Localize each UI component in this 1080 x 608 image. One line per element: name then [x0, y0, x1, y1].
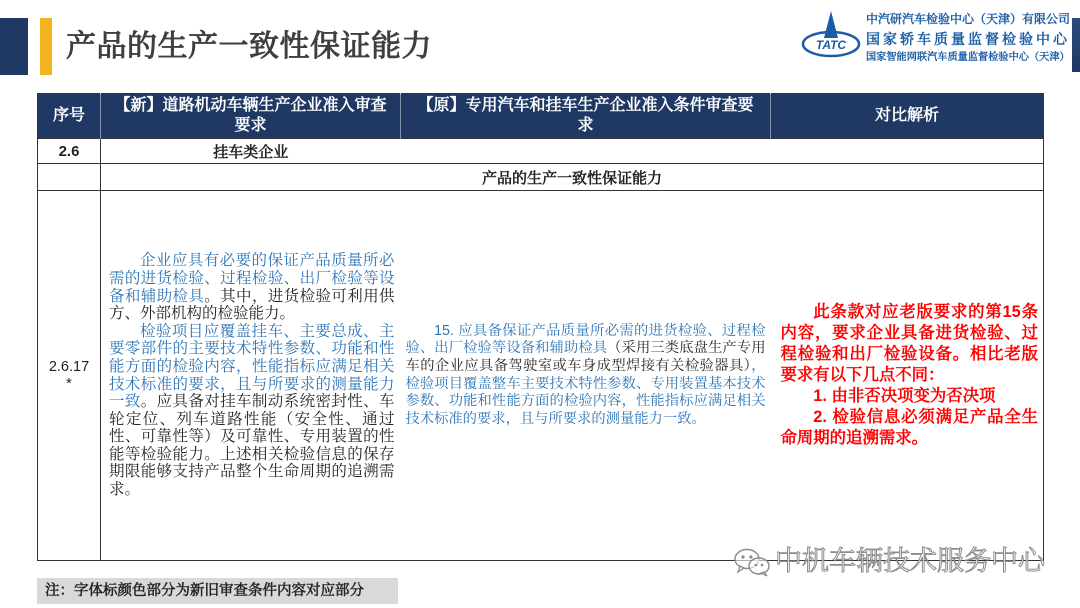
- footer-note: 注：字体标颜色部分为新旧审查条件内容对应部分: [37, 578, 398, 604]
- column-header-number: 序号: [38, 94, 101, 139]
- new-requirement-cell: [101, 191, 401, 561]
- table-header-row: [38, 94, 1044, 139]
- tatc-logo: [800, 8, 862, 64]
- slide-title: 产品的生产一致性保证能力: [66, 29, 432, 64]
- plain-text: 。应具备对挂车制动系统密封性、车轮定位、列车道路性能（安全性、通过性、可靠性等）及可靠性、专用装置的性能等检验能力。上述相关检验信息的保存期限能够支持产品整个生命周期的追溯需求。: [109, 393, 395, 499]
- comparison-table: [37, 93, 1044, 561]
- table-row-section: [38, 139, 1044, 164]
- logo-lettering: TATC: [815, 38, 847, 52]
- table-row-item: [38, 191, 1044, 561]
- subsection-number-empty: [38, 164, 101, 191]
- organization-names: [866, 10, 1072, 66]
- subsection-label: 产品的生产一致性保证能力: [101, 164, 1044, 191]
- old-requirement-cell: [401, 191, 771, 561]
- section-number: 2.6: [38, 139, 101, 164]
- wechat-icon: [733, 547, 771, 577]
- analysis-point: 1. 由非否决项变为否决项: [813, 387, 996, 405]
- watermark-text: 中机车辆技术服务中心: [775, 546, 1045, 576]
- header-navy-bar: [0, 18, 28, 75]
- header-gold-bar: [40, 18, 52, 75]
- item-number: 2.6.17: [48, 358, 90, 375]
- analysis-point: 2. 检验信息必须满足产品全生命周期的追溯需求。: [780, 408, 1038, 447]
- header-edge-bar: [1072, 18, 1080, 72]
- org-name-line: 国家智能网联汽车质量监督检验中心（天津）: [866, 52, 1070, 63]
- plain-text: （采用三类底盘生产专用车的企业应具备驾驶室或车身成型焊接有关检验器具）: [405, 340, 766, 374]
- new-requirement-paragraph: [109, 323, 395, 499]
- section-label: 挂车类企业: [101, 139, 401, 164]
- section-empty-cell: [401, 139, 1044, 164]
- highlighted-text: 企业应具有必要的保证产品质量所必需的进货检验、过程检验、出厂检验等设备和辅助检具: [109, 252, 395, 305]
- old-requirement-paragraph: [406, 323, 766, 429]
- table-row-subsection: [38, 164, 1044, 191]
- highlighted-text: 检验项目应覆盖挂车、主要总成、主要零部件的主要技术特性参数、功能和性能方面的检验内容，性能指标应满足相关技术标准的要求，且与所要求的测量能力一致: [109, 322, 395, 411]
- column-header-analysis: 对比解析: [771, 94, 1044, 139]
- logo-peak-shape: [824, 11, 838, 38]
- column-header-new-requirement: 【新】道路机动车辆生产企业准入审查要求: [101, 94, 401, 139]
- org-name-line: 国家轿车质量监督检验中心: [866, 31, 1070, 47]
- new-requirement-paragraph: [109, 252, 395, 322]
- org-name-line: 中汽研汽车检验中心（天津）有限公司: [866, 12, 1071, 26]
- plain-text: 。其中，进货检验可利用供方、外部机构的检验能力。: [109, 287, 395, 323]
- item-number-cell: [38, 191, 101, 561]
- highlighted-text: 15. 应具备保证产品质量所必需的进货检验、过程检验、出厂检验等设备和辅助检具: [405, 322, 766, 357]
- highlighted-text: ，检验项目覆盖整车主要技术特性参数、专用装置基本技术参数、功能和性能方面的检验内容，性能指标应满足相关技术标准的要求，且与所要求的测量能力一致。: [405, 357, 766, 427]
- analysis-cell: [771, 191, 1044, 561]
- item-mark: *: [66, 375, 72, 392]
- analysis-summary: 此条款对应老版要求的第15条内容，要求企业具备进货检验、过程检验和出厂检验设备。相比老版要求有以下几点不同：: [780, 303, 1038, 384]
- column-header-old-requirement: 【原】专用汽车和挂车生产企业准入条件审查要求: [401, 94, 771, 139]
